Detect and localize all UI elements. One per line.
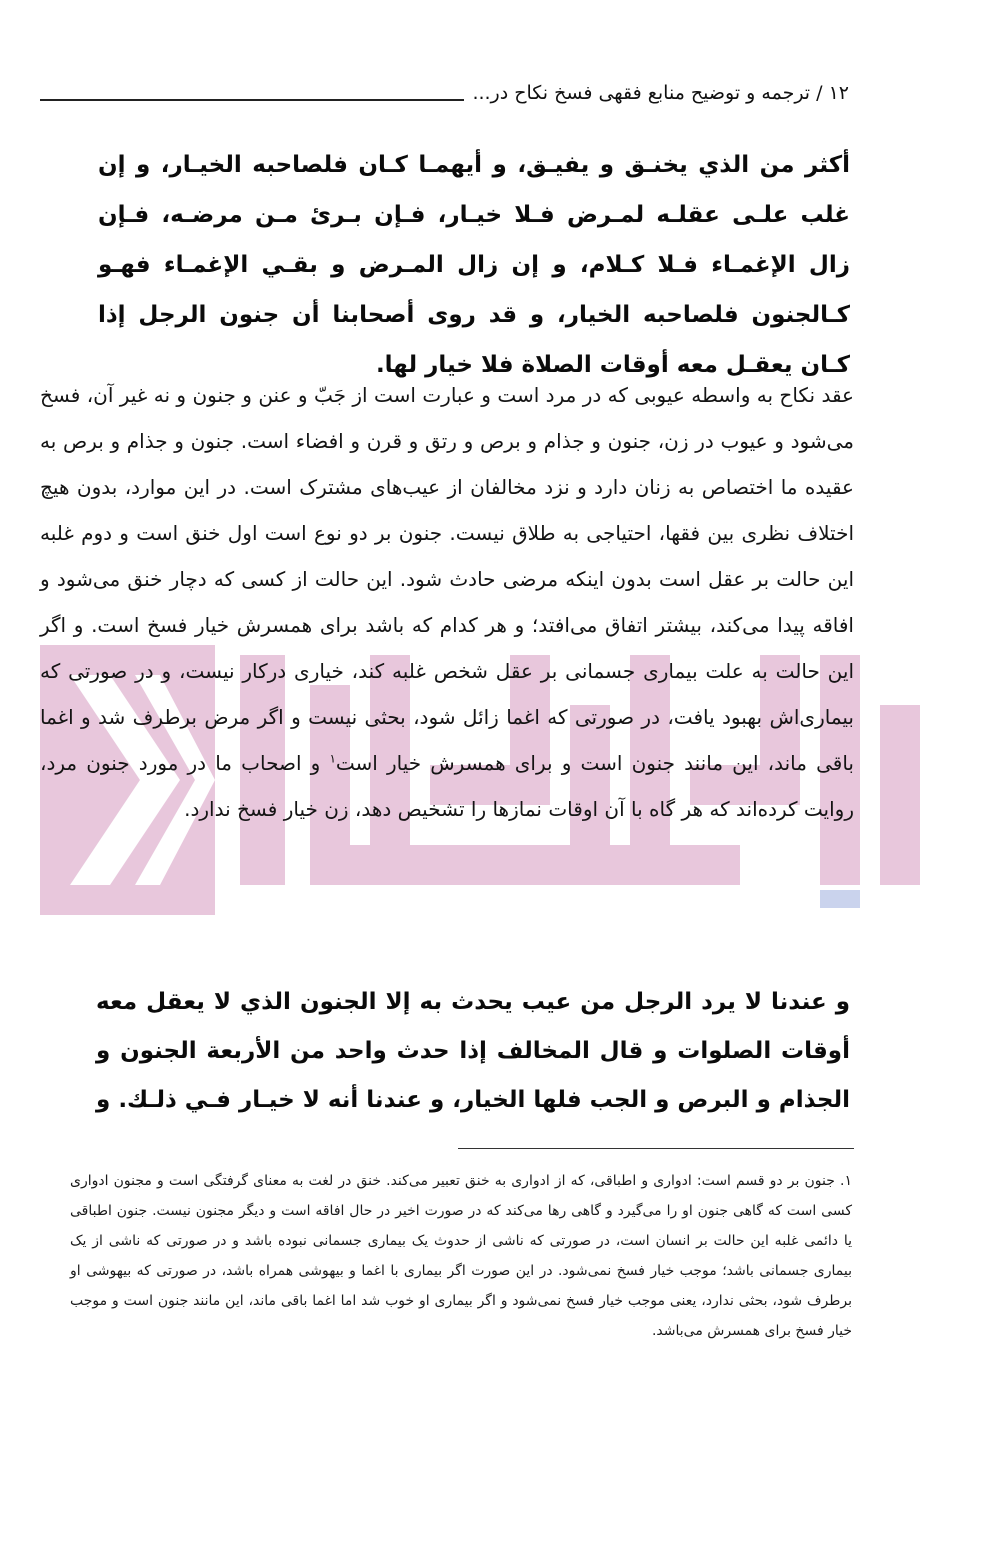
footnote-reference-marker[interactable]: ۱ (329, 751, 336, 766)
persian-translation-text (40, 372, 854, 832)
persian-translation-part-1: عقد نکاح به واسطه عیوبی که در مرد است و عبارت است از جَبّ و عنن و جنون و نه غیر آن، فسخ می‌شود و عیوب در زن، جنون و جذام و برص و رتق و قرن و افضاء است. جنون و جذام و برص به عقیده ما اختصاص به زنان دارد و نزد مخالفان از عیب‌های مشترک است. در این موارد، بدون هیچ اختلاف نظری بین فقها، احتیاجی به طلاق نیست. جنون بر دو نوع است اول خنق است و دوم غلبه این حالت بر عقل است بدون اینکه مرضی حادث شود. این حالت از کسی که دچار خنق می‌شود و افاقه پیدا می‌کند، بیشتر اتفاق می‌افتد؛ و هر کدام که باشد برای همسرش خیار فسخ است. و اگر این حالت به علت بیماری جسمانی بر عقل شخص غلبه کند، خیاری درکار نیست، و در صورتی که بیماری‌اش بهبود یافت، در صورتی که اغما زائل شود، بحثی نیست و اگر مرض برطرف شد و اغما باقی ماند، این مانند جنون است و برای همسرش خیار است (40, 383, 854, 775)
footnote-divider (458, 1148, 854, 1149)
footnote-text: ۱. جنون بر دو قسم است: ادواری و اطباقی، که از ادواری به خنق تعبیر می‌کند. خنق در لغت به معنای گرفتگی است و مجنون ادواری کسی است که گاهی جنون او را می‌گیرد و گاهی رها می‌کند که در صورت اخیر در حال افاقه است و دیگر مجنون نیست. جنون اطباقی یا دائمی غلبه این حالت بر انسان است، در صورتی که ناشی از حدوث یک بیماری جسمانی نبوده باشد و در صورتی که ناشی از یک بیماری جسمانی باشد؛ موجب خیار فسخ نمی‌شود. در این صورت اگر بیماری با اغما و بیهوشی همراه باشد، در صورتی که بیهوشی او برطرف شود، بحثی ندارد، یعنی موجب خیار فسخ نمی‌شود و اگر بیماری او خوب شد اما اغما باقی ماند، این مانند جنون است و موجب خیار فسخ برای همسرش می‌باشد. (70, 1173, 852, 1339)
persian-translation-part-2: و اصحاب ما در مورد جنون مرد، روایت کرده‌اند که هر گاه با آن اوقات نمازها را تشخیص دهد، زن خیار فسخ ندارد. (40, 751, 854, 821)
running-header-title: ۱۲ / ترجمه و توضیح منابع فقهی فسخ نکاح در... (472, 82, 849, 104)
arabic-source-text-1: أكثر من الذي يخنـق و يفيـق، و أيهمـا كـان فلصاحبه الخيـار، و إن غلب علـى عقلـه لمـرض فـلا خيـار، فـإن بـرئ مـن مرضـه، فـإن زال الإغمـاء فـلا كـلام، و إن زال المـرض و بقـي الإغمـاء فهـو كـالجنون فلصاحبه الخيار، و قد روى أصحابنا أن جنون الرجل إذا كـان يعقـل معه أوقات الصلاة فلا خيار لها. (98, 152, 850, 378)
running-header (40, 78, 849, 108)
header-rule (40, 99, 464, 101)
arabic-source-text-2: و عندنا لا يرد الرجل من عيب يحدث به إلا الجنون الذي لا يعقل معه أوقات الصلوات و قال المخالف إذا حدث واحد من الأربعة الجنون و الجذام و البرص و الجب فلها الخيار، و عندنا أنه لا خيـار فـي ذلـك. و (96, 989, 850, 1113)
